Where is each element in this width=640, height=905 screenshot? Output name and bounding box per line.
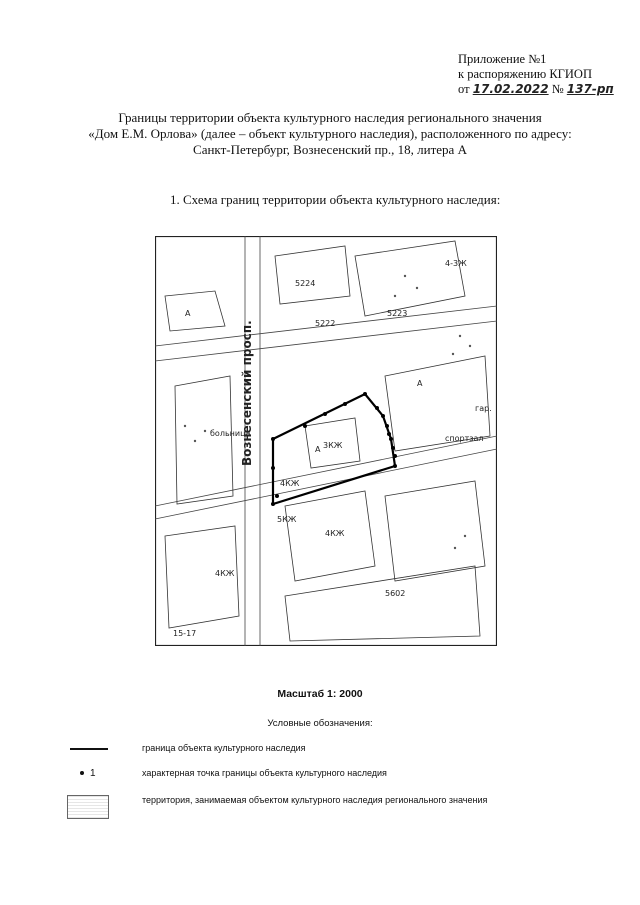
svg-text:А: А (185, 309, 191, 318)
legend-boundary-line-symbol (70, 748, 108, 750)
appendix-line2: к распоряжению КГИОП (458, 67, 592, 81)
svg-text:5222: 5222 (315, 319, 336, 328)
svg-text:3КЖ: 3КЖ (323, 441, 343, 450)
handwritten-date: 17.02.2022 (472, 82, 549, 96)
legend-boundary-label: граница объекта культурного наследия (142, 743, 306, 753)
handwritten-number: 137-рп (566, 82, 614, 96)
svg-text:5КЖ: 5КЖ (277, 515, 297, 524)
legend-point-symbol (80, 768, 96, 779)
title-line1: Границы территории объекта культурного наследия регионального значения (118, 110, 542, 125)
svg-text:спортзал: спортзал (445, 434, 484, 443)
svg-text:4КЖ: 4КЖ (215, 569, 235, 578)
svg-text:5602: 5602 (385, 589, 406, 598)
appendix-line1: Приложение №1 (458, 52, 547, 66)
legend-point-label: характерная точка границы объекта культурного наследия (142, 768, 387, 778)
title-line3: Санкт-Петербург, Вознесенский пр., 18, литера А (193, 142, 467, 157)
date-prefix: от (458, 82, 470, 96)
point-marker-icon (80, 771, 84, 775)
svg-text:4КЖ: 4КЖ (325, 529, 345, 538)
appendix-block (458, 52, 614, 97)
section-heading: 1. Схема границ территории объекта культурного наследия: (170, 192, 501, 207)
svg-text:4-3Ж: 4-3Ж (445, 259, 467, 268)
number-prefix: № (551, 82, 564, 96)
svg-text:А: А (315, 445, 321, 454)
map-street-name: Вознесенский просп. (240, 320, 254, 466)
svg-text:А: А (417, 379, 423, 388)
svg-text:4КЖ: 4КЖ (280, 479, 300, 488)
legend-territory-symbol (67, 795, 109, 819)
appendix-line3 (458, 82, 614, 97)
svg-text:больница: больница (210, 429, 251, 438)
boundary-map (155, 236, 497, 646)
title-line2: «Дом Е.М. Орлова» (далее – объект культурного наследия), расположенного по адресу: (88, 126, 572, 141)
svg-text:15-17: 15-17 (173, 629, 197, 638)
svg-text:гар.: гар. (475, 404, 492, 413)
document-title (60, 110, 600, 158)
legend-title: Условные обозначения: (267, 718, 373, 729)
svg-text:5223: 5223 (387, 309, 408, 318)
legend-point-number: 1 (90, 768, 96, 779)
legend-territory-label: территория, занимаемая объектом культурного наследия регионального значения (142, 795, 488, 805)
map-scale: Масштаб 1: 2000 (277, 688, 363, 700)
svg-text:5224: 5224 (295, 279, 316, 288)
